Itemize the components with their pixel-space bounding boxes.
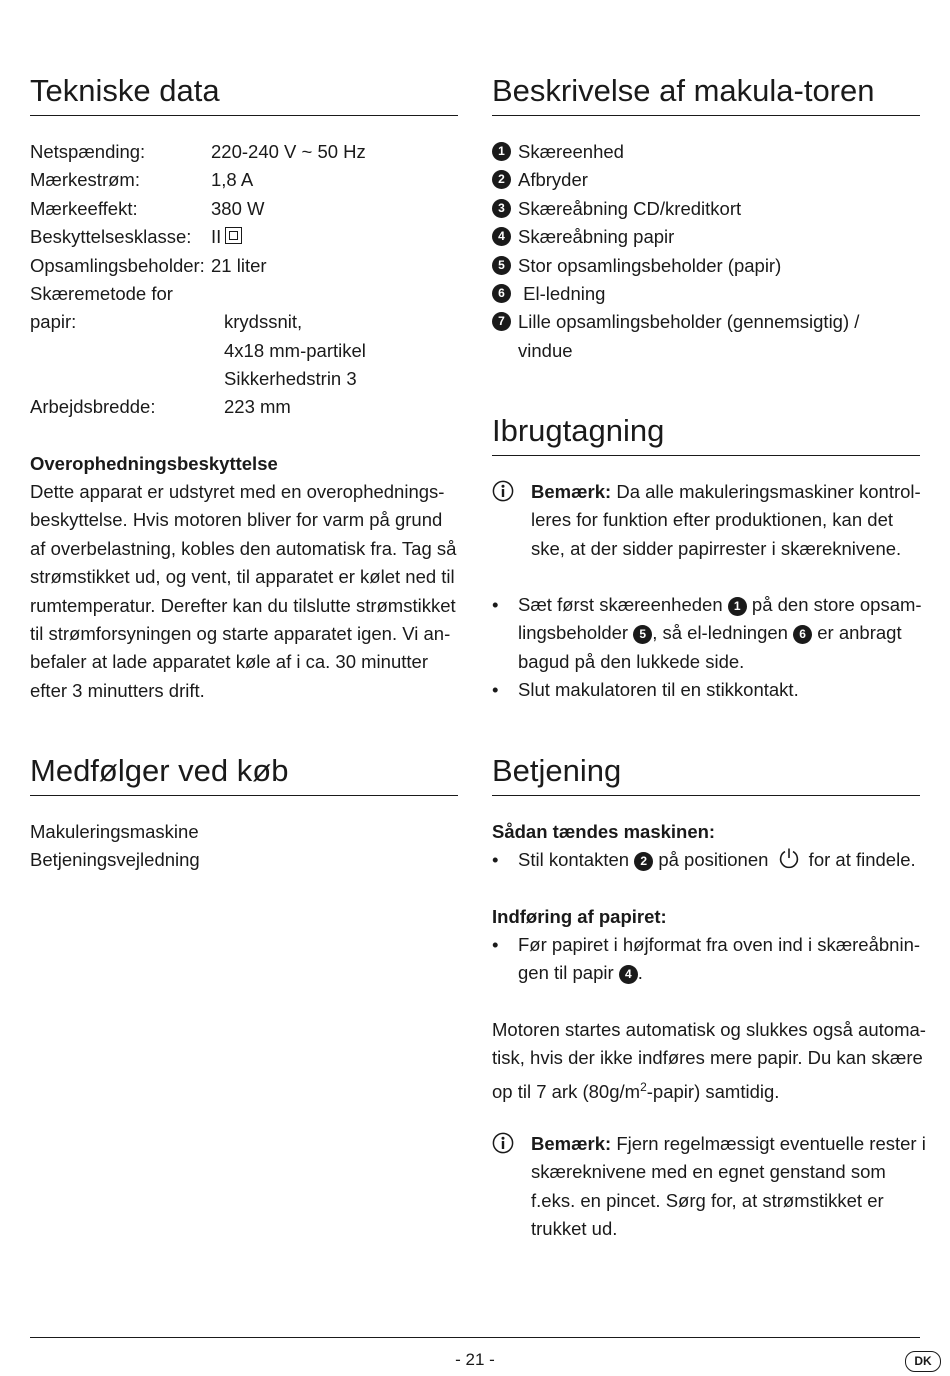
text-span: gen til papir: [518, 962, 619, 984]
bullet-icon: •: [492, 594, 499, 615]
tech-key: Beskyttelsesklasse:: [30, 226, 192, 247]
tech-value: 380 W: [211, 198, 265, 219]
power-icon: [778, 847, 800, 869]
note-line-text: Da alle makuleringsmaskiner kontrol-: [611, 481, 921, 502]
bullet-line: [518, 959, 922, 987]
bullet-icon: •: [492, 679, 499, 700]
tech-value: 1,8 A: [211, 169, 254, 190]
note-line: leres for funktion efter produktionen, kan det: [531, 509, 893, 531]
parts-label: Stor opsamlingsbeholder (papir): [518, 255, 782, 276]
number-badge-icon: 5: [492, 256, 511, 275]
tech-value-protection: [211, 223, 242, 251]
parts-label: Skæreenhed: [518, 141, 624, 162]
operation-subheading: Sådan tændes maskinen:: [492, 821, 716, 842]
text-span: lingsbeholder: [518, 622, 634, 644]
note-line: ske, at der sidder papirrester i skæreknivene.: [531, 537, 902, 559]
tech-row: [30, 308, 458, 336]
included-item: Makuleringsmaskine: [30, 821, 199, 842]
tech-row: [30, 393, 458, 421]
paragraph-line: [492, 1073, 926, 1107]
text-span: er anbragt: [812, 622, 902, 644]
paragraph-line: af overbelastning, kobles den automatisk fra. Tag så: [30, 537, 457, 559]
bullet-text: [518, 591, 922, 676]
number-badge-icon: 2: [634, 852, 653, 871]
startup-title: Ibrugtagning: [492, 413, 920, 456]
page-number: - 21 -: [455, 1350, 495, 1369]
tech-key: Mærkestrøm:: [30, 169, 140, 190]
bullet-line: Før papiret i højformat fra oven ind i skæreåbnin-: [518, 934, 921, 955]
text-span: på positionen: [653, 849, 774, 870]
note-line: [531, 478, 926, 506]
note-line: [531, 1130, 926, 1158]
tech-row: [30, 365, 458, 393]
tech-value: 223 mm: [224, 396, 291, 417]
note-line: f.eks. en pincet. Sørg for, at strømstikket er: [531, 1189, 884, 1211]
parts-label: Skæreåbning papir: [518, 226, 675, 247]
superscript: 2: [640, 1079, 647, 1094]
tech-row: [30, 337, 458, 365]
text-span: Stil kontakten: [518, 849, 635, 870]
tech-key: papir:: [30, 311, 77, 332]
tech-row: [30, 280, 458, 308]
bullet-text: Slut makulatoren til en stikkontakt.: [518, 679, 799, 700]
note-line: skæreknivene med en egnet genstand som: [531, 1161, 886, 1183]
tech-key: Arbejdsbredde:: [30, 396, 156, 417]
number-badge-icon: 1: [492, 142, 511, 161]
tech-value: 21 liter: [211, 255, 267, 276]
tech-key: Skæremetode for: [30, 283, 173, 304]
tech-row: [30, 223, 458, 251]
text-span: op til 7 ark (80g/m: [492, 1080, 641, 1102]
number-badge-icon: 6: [492, 284, 511, 303]
included-item: Betjeningsvejledning: [30, 849, 200, 871]
parts-label: Afbryder: [518, 169, 588, 190]
footer-divider: [30, 1337, 920, 1338]
parts-label: Skæreåbning CD/kreditkort: [518, 198, 742, 219]
tech-data-title: Tekniske data: [30, 73, 458, 116]
bullet-text: [518, 846, 922, 874]
tech-value: 220-240 V ~ 50 Hz: [211, 141, 366, 162]
included-list: [30, 818, 200, 875]
tech-key: Netspænding:: [30, 141, 146, 162]
number-badge-icon: 5: [633, 625, 652, 644]
text-span: .: [637, 962, 643, 984]
double-insulation-icon: [225, 227, 242, 244]
info-icon: [492, 1132, 514, 1154]
number-badge-icon: 2: [492, 170, 511, 189]
included-title: Medfølger ved køb: [30, 753, 458, 796]
info-icon: [492, 480, 514, 502]
text-span: Sæt først skæreenheden: [518, 594, 728, 615]
tech-key: Opsamlingsbeholder:: [30, 255, 205, 276]
paragraph-line: til strømforsyningen og starte apparatet igen. Vi an-: [30, 623, 451, 645]
paragraph-line: Motoren startes automatisk og slukkes også automa-: [492, 1019, 926, 1040]
bullet-line: bagud på den lukkede side.: [518, 650, 745, 672]
overheat-heading: Overophedningsbeskyttelse: [30, 453, 278, 474]
bullet-line: [518, 591, 922, 619]
text-span: , så el-ledningen: [652, 622, 794, 644]
operation-subheading: Indføring af papiret:: [492, 906, 667, 927]
number-badge-icon: 4: [619, 965, 638, 984]
overheat-paragraph: [30, 478, 456, 705]
number-badge-icon: 4: [492, 227, 511, 246]
note-text: [531, 478, 926, 563]
note-line: trukket ud.: [531, 1218, 618, 1240]
paragraph-line: efter 3 minutters drift.: [30, 679, 205, 701]
bullet-text: [518, 931, 922, 988]
tech-row: [30, 138, 458, 166]
description-title: Beskrivelse af makula-toren: [492, 73, 920, 116]
operation-title: Betjening: [492, 753, 920, 796]
number-badge-icon: 1: [728, 597, 747, 616]
paragraph-line: befaler at lade apparatet køle af i ca. 30 minutter: [30, 651, 428, 673]
number-badge-icon: 7: [492, 312, 511, 331]
paragraph-line: tisk, hvis der ikke indføres mere papir. Du kan skære: [492, 1047, 923, 1069]
paragraph-line: rumtemperatur. Derefter kan du tilslutte strømstikket: [30, 594, 456, 616]
operation-paragraph: [492, 1016, 926, 1106]
text-span: på den store opsam-: [746, 594, 922, 615]
tech-value: Sikkerhedstrin 3: [224, 368, 357, 389]
parts-label: El-ledning: [518, 283, 606, 304]
note-label: Bemærk:: [531, 481, 612, 502]
note-label: Bemærk:: [531, 1133, 612, 1154]
tech-row: [30, 252, 458, 280]
tech-row: [30, 166, 458, 194]
parts-label: Lille opsamlingsbeholder (gennemsigtig) /: [518, 311, 860, 332]
note-line-text: Fjern regelmæssigt eventuelle rester i: [611, 1133, 926, 1154]
tech-row: [30, 195, 458, 223]
paragraph-line: strømstikket ud, og vent, til apparatet er kølet ned til: [30, 566, 455, 588]
number-badge-icon: 3: [492, 199, 511, 218]
text-span: for at findele.: [803, 849, 916, 870]
protection-class-text: II: [211, 226, 222, 247]
bullet-line: [518, 619, 922, 647]
bullet-icon: •: [492, 849, 499, 870]
language-badge: DK: [905, 1351, 941, 1372]
tech-value: krydssnit,: [224, 311, 303, 332]
text-span: -papir) samtidig.: [646, 1080, 780, 1102]
paragraph-line: Dette apparat er udstyret med en overophednings-: [30, 481, 445, 502]
parts-label: vindue: [518, 340, 573, 361]
number-badge-icon: 6: [793, 625, 812, 644]
note-text: [531, 1130, 926, 1244]
paragraph-line: beskyttelse. Hvis motoren bliver for varm på grund: [30, 509, 443, 531]
tech-value: 4x18 mm-partikel: [224, 340, 366, 361]
tech-key: Mærkeeffekt:: [30, 198, 138, 219]
bullet-icon: •: [492, 934, 499, 955]
